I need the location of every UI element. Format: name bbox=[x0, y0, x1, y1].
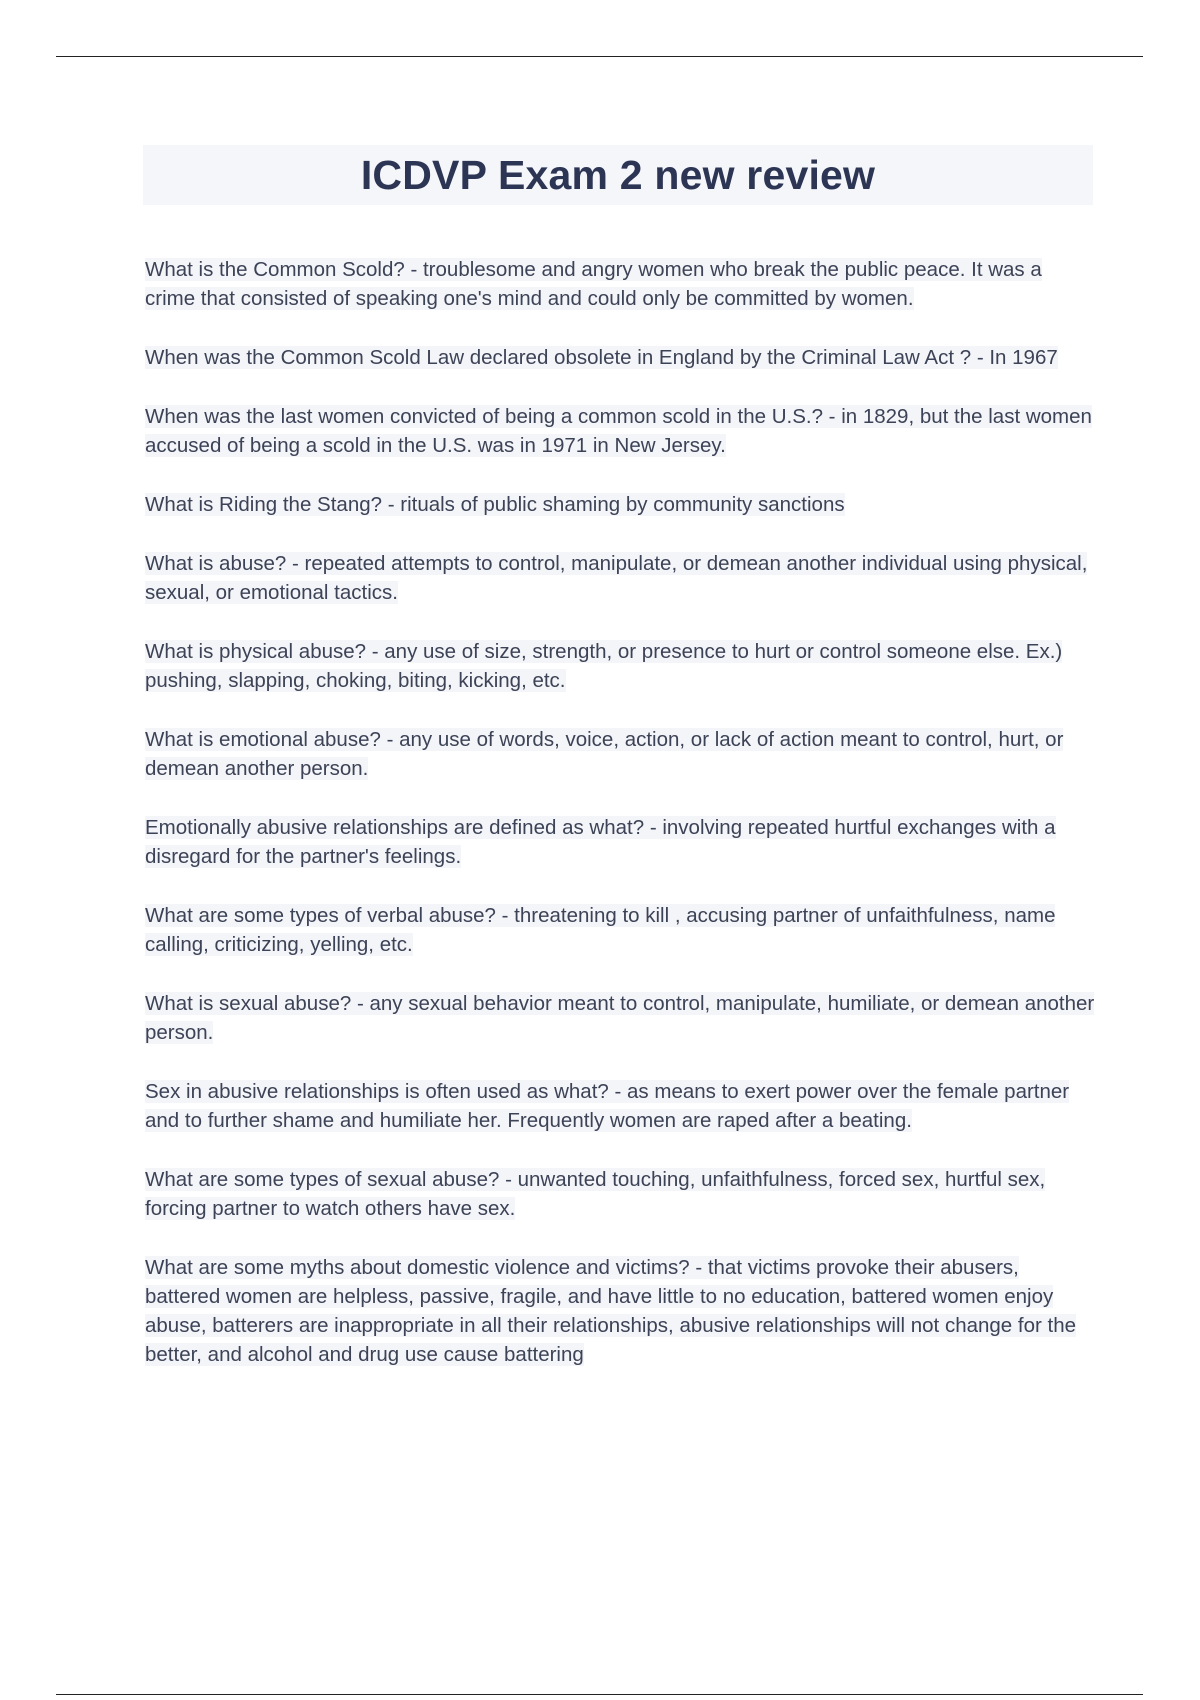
qa-text: What is emotional abuse? - any use of words, voice, action, or lack of action meant to control, hurt, or demean another person. bbox=[145, 728, 1064, 780]
qa-item bbox=[145, 813, 1095, 871]
qa-item bbox=[145, 549, 1095, 607]
qa-item bbox=[145, 989, 1095, 1047]
bottom-divider bbox=[56, 1694, 1143, 1695]
qa-item bbox=[145, 725, 1095, 783]
qa-text: What is sexual abuse? - any sexual behavior meant to control, manipulate, humiliate, or demean another person. bbox=[145, 992, 1095, 1044]
qa-list bbox=[145, 255, 1095, 1399]
qa-text: What are some types of sexual abuse? - unwanted touching, unfaithfulness, forced sex, hurtful sex, forcing partner to watch others have sex. bbox=[145, 1168, 1046, 1220]
qa-item bbox=[145, 255, 1095, 313]
document-title: ICDVP Exam 2 new review bbox=[360, 151, 876, 198]
qa-item bbox=[145, 637, 1095, 695]
title-banner bbox=[143, 145, 1093, 205]
qa-text: What is abuse? - repeated attempts to control, manipulate, or demean another individual using physical, sexual, or emotional tactics. bbox=[145, 552, 1088, 604]
qa-text: What are some myths about domestic violence and victims? - that victims provoke their abusers, battered women are helpless, passive, fragile, and have little to no education, battered women enjoy abuse, batterers are inappropriate in all their relationships, abusive relationships will not change for the better, and alcohol and drug use cause battering bbox=[145, 1256, 1077, 1366]
qa-item bbox=[145, 343, 1095, 372]
qa-item bbox=[145, 901, 1095, 959]
qa-text: What is physical abuse? - any use of size, strength, or presence to hurt or control someone else. Ex.) pushing, slapping, choking, biting, kicking, etc. bbox=[145, 640, 1063, 692]
qa-text: What are some types of verbal abuse? - threatening to kill , accusing partner of unfaithfulness, name calling, criticizing, yelling, etc. bbox=[145, 904, 1056, 956]
qa-item bbox=[145, 1165, 1095, 1223]
qa-text: Sex in abusive relationships is often used as what? - as means to exert power over the female partner and to further shame and humiliate her. Frequently women are raped after a beating. bbox=[145, 1080, 1070, 1132]
qa-text: When was the last women convicted of being a common scold in the U.S.? - in 1829, but the last women accused of being a scold in the U.S. was in 1971 in New Jersey. bbox=[145, 405, 1092, 457]
qa-text: Emotionally abusive relationships are defined as what? - involving repeated hurtful exchanges with a disregard for the partner's feelings. bbox=[145, 816, 1056, 868]
qa-item bbox=[145, 1077, 1095, 1135]
qa-text: What is the Common Scold? - troublesome and angry women who break the public peace. It was a crime that consisted of speaking one's mind and could only be committed by women. bbox=[145, 258, 1042, 310]
qa-text: What is Riding the Stang? - rituals of public shaming by community sanctions bbox=[145, 493, 845, 516]
qa-item bbox=[145, 402, 1095, 460]
qa-item bbox=[145, 490, 1095, 519]
top-divider bbox=[56, 56, 1143, 57]
qa-text: When was the Common Scold Law declared obsolete in England by the Criminal Law Act ? - In 1967 bbox=[145, 346, 1058, 369]
qa-item bbox=[145, 1253, 1095, 1369]
